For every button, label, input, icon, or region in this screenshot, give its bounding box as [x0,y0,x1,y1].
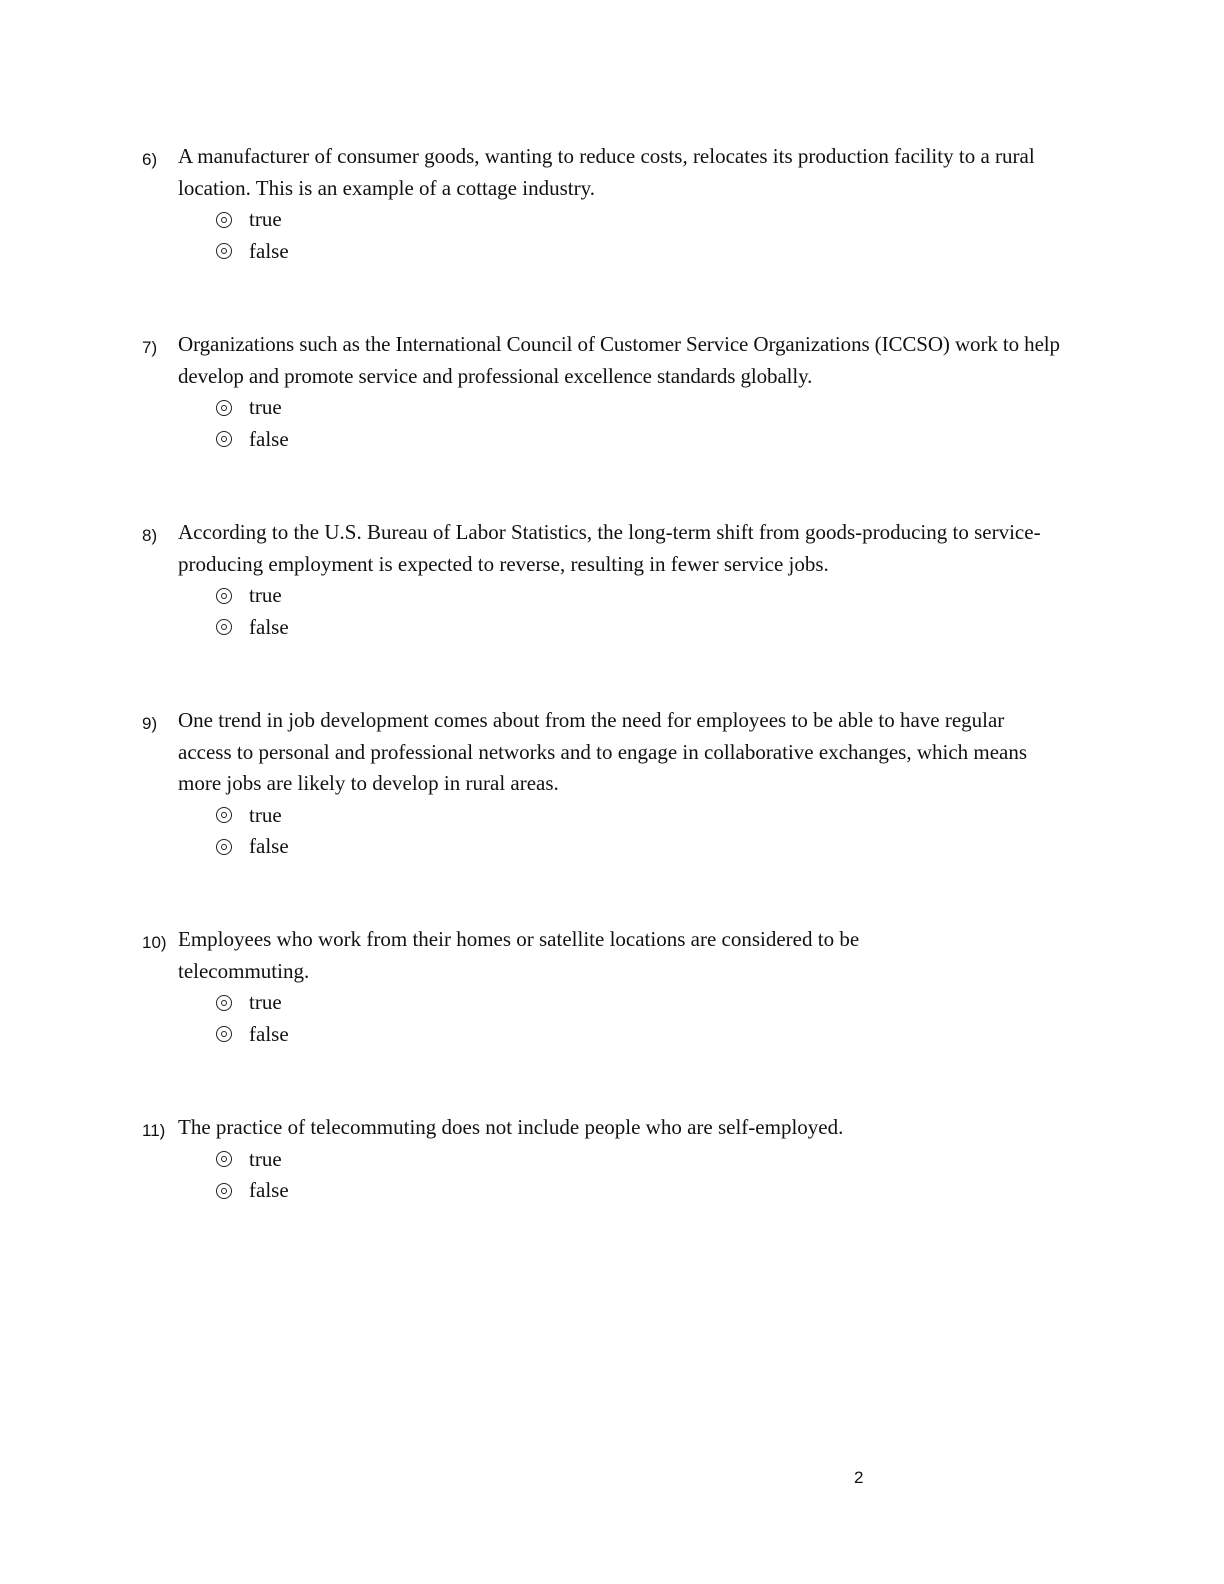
option-false[interactable] [216,1175,1082,1207]
question-number: 9) [142,714,158,733]
answer-options [216,392,1082,455]
question-7 [142,329,1082,455]
option-label: false [249,426,289,451]
radio-button-icon[interactable] [216,807,232,823]
question-10 [142,924,1082,1050]
answer-options [216,987,1082,1050]
question-text: Employees who work from their homes or satellite locations are considered to be telecommuting. [178,927,860,983]
radio-button-icon[interactable] [216,839,232,855]
question-text: A manufacturer of consumer goods, wanting to reduce costs, relocates its production facility to a rural location. This is an example of a cottage industry. [178,144,1035,200]
option-label: true [249,1146,282,1171]
question-8 [142,517,1082,643]
radio-button-icon[interactable] [216,1183,232,1199]
radio-button-icon[interactable] [216,431,232,447]
option-label: false [249,238,289,263]
radio-button-icon[interactable] [216,995,232,1011]
question-number: 6) [142,150,158,169]
option-false[interactable] [216,612,1082,644]
question-text: One trend in job development comes about from the need for employees to be able to have regular access to personal and professional networks and to engage in collaborative exchanges, which means more jobs are likely to develop in rural areas. [178,708,1028,795]
option-true[interactable] [216,1144,1082,1176]
question-number: 7) [142,338,158,357]
radio-button-icon[interactable] [216,588,232,604]
option-label: false [249,1178,289,1202]
radio-button-icon[interactable] [216,400,232,416]
radio-button-icon[interactable] [216,1026,232,1042]
page-number: 2 [854,1468,864,1487]
option-label: false [249,1021,289,1046]
option-true[interactable] [216,204,1082,236]
question-11 [142,1112,1082,1207]
option-true[interactable] [216,800,1082,832]
question-number: 10) [142,933,167,952]
question-text: According to the U.S. Bureau of Labor Statistics, the long-term shift from goods-producing to service-producing employment is expected to reverse, resulting in fewer service jobs. [178,520,1041,576]
option-true[interactable] [216,392,1082,424]
question-6 [142,141,1082,267]
question-number: 11) [142,1121,166,1140]
option-label: true [249,990,282,1014]
option-label: false [249,834,289,858]
question-number: 8) [142,526,158,545]
answer-options [216,1144,1082,1207]
option-false[interactable] [216,1019,1082,1051]
option-label: true [249,207,282,231]
question-text: The practice of telecommuting does not include people who are self-employed. [178,1115,844,1139]
option-label: true [249,802,282,827]
option-false[interactable] [216,236,1082,268]
option-true[interactable] [216,987,1082,1019]
radio-button-icon[interactable] [216,243,232,259]
radio-button-icon[interactable] [216,1151,232,1167]
option-true[interactable] [216,580,1082,612]
answer-options [216,204,1082,267]
option-label: false [249,614,289,639]
option-label: true [249,583,282,607]
option-label: true [249,395,282,419]
answer-options [216,800,1082,863]
radio-button-icon[interactable] [216,619,232,635]
question-text: Organizations such as the International Council of Customer Service Organizations (ICCSO) work to help develop and promote service and professional excellence standards globally. [178,332,1060,388]
option-false[interactable] [216,831,1082,863]
question-9 [142,705,1082,863]
radio-button-icon[interactable] [216,212,232,228]
answer-options [216,580,1082,643]
option-false[interactable] [216,424,1082,456]
